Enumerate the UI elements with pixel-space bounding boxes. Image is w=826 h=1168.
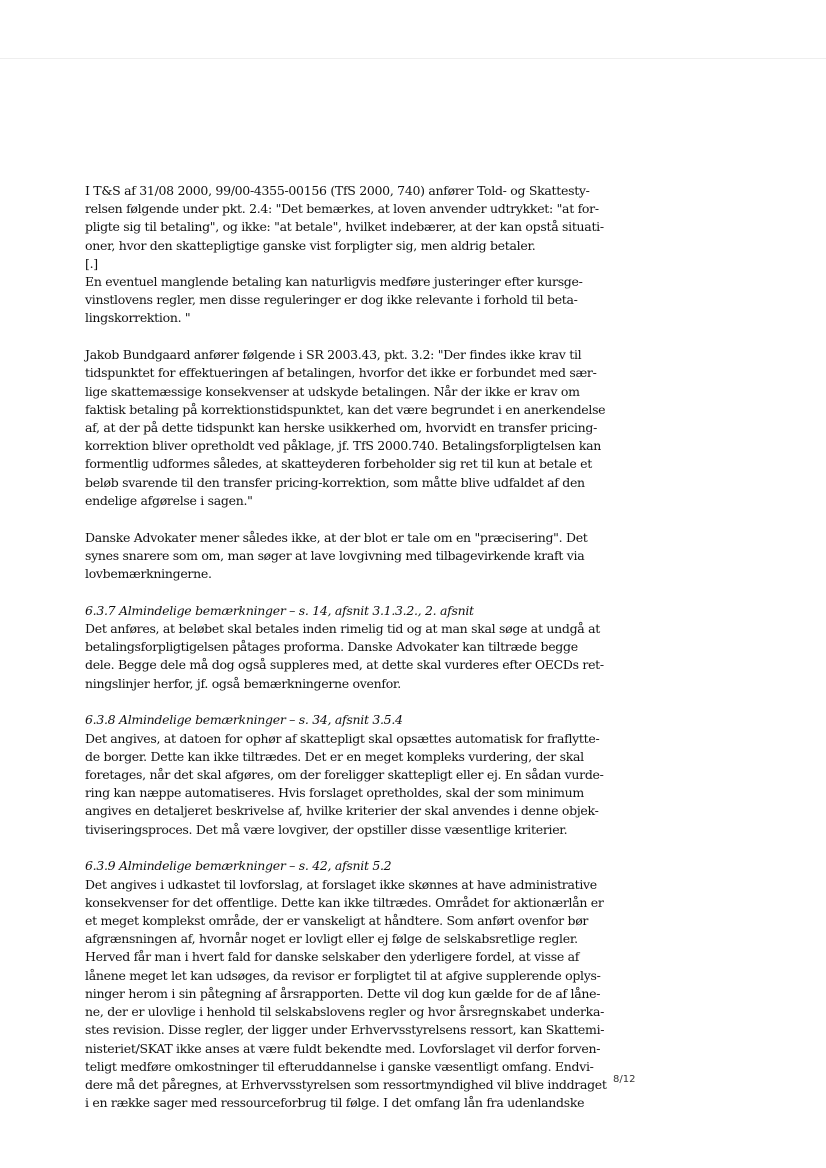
text-line: oner, hvor den skattepligtige ganske vist forpligter sig, men aldrig betaler. [85,237,536,253]
text-line: foretages, når det skal afgøres, om der foreligger skattepligt eller ej. En sådan vurde- [85,767,604,783]
text-line: dere må det påregnes, at Erhvervsstyrelsen som ressortmyndighed vil blive inddraget [85,1076,607,1092]
text-line: Det angives i udkastet til lovforslag, at forslaget ikke skønnes at have administrative [85,876,597,892]
text-line: Det anføres, at beløbet skal betales inden rimelig tid og at man skal søge at undgå at [85,621,600,637]
text-line: synes snarere som om, man søger at lave lovgivning med tilbagevirkende kraft via [85,547,585,563]
text-line: et meget komplekst område, der er vanskeligt at håndtere. Som anført ovenfor bør [85,913,589,929]
text-line: [.] [85,255,98,271]
text-line: i en række sager med ressourceforbrug til følge. I det omfang lån fra udenlandske [85,1095,585,1111]
text-line: Herved får man i hvert fald for danske selskaber den yderligere fordel, at visse af [85,949,580,965]
text-line: relsen følgende under pkt. 2.4: "Det bemærkes, at loven anvender udtrykket: "at for- [85,201,599,217]
text-line: ne, der er ulovlige i henhold til selskabslovens regler og hvor årsregnskabet underka- [85,1004,605,1020]
text-line: af, at der på dette tidspunkt kan herske usikkerhed om, hvorvidt en transfer pricing- [85,420,598,436]
text-line: pligte sig til betaling", og ikke: "at betale", hvilket indebærer, at der kan opstå situati- [85,219,604,235]
text-line: lige skattemæssige konsekvenser at udskyde betalingen. Når der ikke er krav om [85,383,580,399]
text-line: Jakob Bundgaard anfører følgende i SR 2003.43, pkt. 3.2: "Der findes ikke krav til [85,347,582,363]
page-number: 8/12 [613,1074,636,1085]
text-line: vinstlovens regler, men disse reguleringer er dog ikke relevante i forhold til beta- [85,292,578,308]
scan-edge-line [0,58,826,59]
text-line: lånene meget let kan udsøges, da revisor er forpligtet til at afgive supplerende oplys- [85,967,601,983]
text-line: angives en detaljeret beskrivelse af, hvilke kriterier der skal anvendes i denne objek- [85,803,599,819]
text-line: ningslinjer herfor, jf. også bemærkningerne ovenfor. [85,675,401,691]
text-line: ring kan næppe automatiseres. Hvis forslaget opretholdes, skal der som minimum [85,785,584,801]
text-line: de borger. Dette kan ikke tiltrædes. Det er en meget kompleks vurdering, der skal [85,748,584,764]
text-line: korrektion bliver opretholdt ved påklage, jf. TfS 2000.740. Betalingsforpligtelsen kan [85,438,602,454]
section-heading: 6.3.8 Almindelige bemærkninger – s. 34, afsnit 3.5.4 [85,712,403,728]
text-line: I T&S af 31/08 2000, 99/00-4355-00156 (TfS 2000, 740) anfører Told- og Skattesty- [85,183,590,198]
text-line: formentlig udformes således, at skatteyderen forbeholder sig ret til kun at betale et [85,456,592,472]
text-line: tiviseringsproces. Det må være lovgiver, der opstiller disse væsentlige kriterier. [85,821,568,837]
section [85,711,604,838]
paragraph [85,182,604,328]
text-line: Danske Advokater mener således ikke, at der blot er tale om en "præcisering". Det [85,529,588,545]
section-heading: 6.3.7 Almindelige bemærkninger – s. 14, afsnit 3.1.3.2., 2. afsnit [85,602,474,618]
text-line: betalingsforpligtigelsen påtages proforma. Danske Advokater kan tiltræde begge [85,639,578,655]
paragraph [85,529,600,584]
text-line: faktisk betaling på korrektionstidspunktet, kan det være begrundet i en anerkendelse [85,401,606,417]
text-line: beløb svarende til den transfer pricing-korrektion, som måtte blive udfaldet af den [85,474,585,490]
text-line: En eventuel manglende betaling kan naturligvis medføre justeringer efter kursge- [85,274,583,290]
text-line: lingskorrektion. " [85,310,191,326]
text-line: endelige afgørelse i sagen." [85,492,253,508]
section [85,857,607,1112]
text-line: teligt medføre omkostninger til efteruddannelse i ganske væsentligt omfang. Endvi- [85,1058,594,1074]
paragraph [85,346,606,510]
text-line: ninger herom i sin påtegning af årsrapporten. Dette vil dog kun gælde for de af låne- [85,985,601,1001]
document-body [85,182,607,1131]
text-line: afgrænsningen af, hvornår noget er lovligt eller ej følge de selskabsretlige regler. [85,931,578,947]
text-line: lovbemærkningerne. [85,566,212,582]
section-heading: 6.3.9 Almindelige bemærkninger – s. 42, afsnit 5.2 [85,858,392,874]
section [85,602,604,693]
text-line: stes revision. Disse regler, der ligger under Erhvervsstyrelsens ressort, kan Skattemi- [85,1022,605,1038]
text-line: tidspunktet for effektueringen af betalingen, hvorfor det ikke er forbundet med sær- [85,365,597,381]
text-line: dele. Begge dele må dog også suppleres med, at dette skal vurderes efter OECDs ret- [85,657,604,673]
text-line: Det angives, at datoen for ophør af skattepligt skal opsættes automatisk for fraflytte- [85,730,600,746]
text-line: nisteriet/SKAT ikke anses at være fuldt bekendte med. Lovforslaget vil derfor forven- [85,1040,601,1056]
text-line: konsekvenser for det offentlige. Dette kan ikke tiltrædes. Området for aktionærlån er [85,894,604,910]
